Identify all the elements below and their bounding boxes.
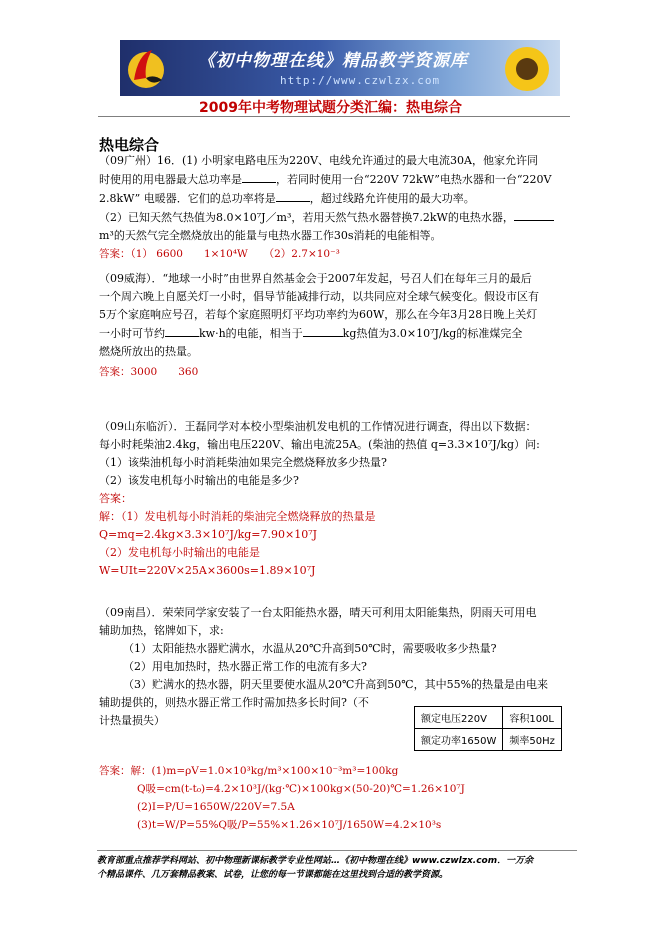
q3-line4: （2）该发电机每小时输出的电能是多少? — [99, 474, 299, 487]
answer-blank[interactable] — [303, 324, 343, 337]
q3-line2: 每小时耗柴油2.4kg，输出电压220V、输出电流25A。(柴油的热值 q=3.3×10⁷J/kg）问: — [99, 438, 540, 451]
document-title: 2009年中考物理试题分类汇编：热电综合 — [199, 100, 462, 116]
q4-answer-2: Q吸=cm(t-t₀)=4.2×10³J/(kg·℃)×100kg×(50-20)℃=1.26×10⁷J — [137, 783, 465, 795]
q3-answer-label: 答案： — [99, 492, 132, 505]
q2-line4: 一小时可节约 kw·h的电能，相当于 kg热值为3.0×10⁷J/kg的标准煤完全 — [99, 324, 569, 343]
q3-solution-4: W=UIt=220V×25A×3600s=1.89×10⁷J — [99, 564, 316, 577]
q1-answer: 答案：（1） 6600 1×10⁴W （2）2.7×10⁻³ — [99, 248, 340, 260]
title-divider — [98, 116, 570, 117]
q2-line2: 一个周六晚上自愿关灯一小时，倡导节能减排行动，以共同应对全球气候变化。假设市区有 — [99, 290, 539, 303]
table-row — [415, 707, 562, 729]
q4-line1: （09南昌）．荣荣同学家安装了一台太阳能热水器，晴天可利用太阳能集热，阴雨天可用电 — [99, 606, 537, 619]
site-logo-icon — [124, 44, 168, 92]
q4-sub2: （2）用电加热时，热水器正常工作的电流有多大? — [123, 660, 367, 673]
q2-line1: （09威海）．“地球一小时”由世界自然基金会于2007年发起，号召人们在每年三月的最后 — [99, 272, 532, 285]
q4-sub3: （3）贮满水的热水器，阴天里要使水温从20℃升高到50℃，其中55%的热量是由电来 — [123, 678, 549, 691]
answer-blank[interactable] — [276, 189, 310, 202]
page-footer — [97, 854, 577, 882]
footer-line-1: 教育部重点推荐学科网站、初中物理新课标教学专业性网站…《初中物理在线》www.czwlzx.com．一万余 — [97, 856, 534, 866]
q2-line5: 燃烧所放出的热量。 — [99, 345, 198, 358]
q1-line5: m³的天然气完全燃烧放出的能量与电热水器工作30s消耗的电能相等。 — [99, 229, 442, 242]
banner-url[interactable]: http://www.czwlzx.com — [280, 74, 441, 87]
q3-solution-3: （2）发电机每小时输出的电能是 — [99, 546, 260, 559]
q4-answer-4: (3)t=W/P=55%Q吸/P=55%×1.26×10⁷J/1650W=4.2×10³s — [137, 819, 442, 831]
answer-blank[interactable] — [514, 208, 554, 221]
q1-line1: （09广州）16．(1) 小明家电路电压为220V、电线允许通过的最大电流30A，他家允许同 — [99, 154, 538, 167]
table-cell: 额定功率1650W — [415, 729, 503, 751]
table-row — [415, 729, 562, 751]
table-cell: 频率50Hz — [503, 729, 562, 751]
footer-line-2: 个精品课件、几万套精品教案、试卷，让您的每一节课都能在这里找到合适的教学资源。 — [97, 870, 449, 880]
q4-sub1: （1）太阳能热水器贮满水，水温从20℃升高到50℃时，需要吸收多少热量? — [123, 642, 497, 655]
q3-solution-1: 解：（1）发电机每小时消耗的柴油完全燃烧释放的热量是 — [99, 510, 376, 523]
table-cell: 容积100L — [503, 707, 562, 729]
answer-blank[interactable] — [165, 324, 199, 337]
nameplate-table — [414, 706, 562, 751]
q4-sub3b: 辅助提供的，则热水器正常工作时需加热多长时间?（不 — [99, 696, 369, 709]
q3-line3: （1）该柴油机每小时消耗柴油如果完全燃烧释放多少热量? — [99, 456, 387, 469]
q4-line2: 辅助加热，铭牌如下，求: — [99, 624, 224, 637]
q3-line1: （09山东临沂）．王磊同学对本校小型柴油机发电机的工作情况进行调查，得出以下数据： — [99, 420, 537, 433]
q1-line2: 时使用的用电器最大总功率是 ，若同时使用一台“220V 72kW”电热水器和一台“220V — [99, 170, 569, 189]
q4-answer — [99, 762, 569, 834]
q4-answer-1: 答案：解：(1)m=ρV=1.0×10³kg/m³×100×10⁻³m³=100kg — [99, 765, 399, 777]
answer-blank[interactable] — [242, 170, 276, 183]
question-2 — [99, 270, 569, 381]
banner-title: 《初中物理在线》精品教学资源库 — [198, 51, 468, 71]
header-banner — [120, 40, 560, 96]
question-3 — [99, 418, 569, 580]
sunflower-icon — [500, 42, 554, 96]
q1-line3: 2.8kW” 电暖器．它们的总功率将是 ，超过线路允许使用的最大功率。 — [99, 189, 569, 208]
question-1 — [99, 152, 569, 263]
table-cell: 额定电压220V — [415, 707, 503, 729]
footer-divider — [97, 850, 577, 851]
q4-sub3c: 计热量损失） — [99, 714, 165, 727]
q3-solution-2: Q=mq=2.4kg×3.3×10⁷J/kg=7.90×10⁷J — [99, 528, 318, 541]
q4-answer-3: (2)I=P/U=1650W/220V=7.5A — [137, 801, 295, 813]
q1-line4: （2）已知天然气热值为8.0×10⁷J／m³，若用天然气热水器替换7.2kW的电热水器， — [99, 208, 569, 227]
section-heading: 热电综合 — [99, 136, 160, 154]
q2-line3: 5万个家庭响应号召，若每个家庭照明灯平均功率约为60W，那么在今年3月28日晚上关灯 — [99, 308, 538, 321]
q2-answer: 答案：3000 360 — [99, 366, 199, 378]
